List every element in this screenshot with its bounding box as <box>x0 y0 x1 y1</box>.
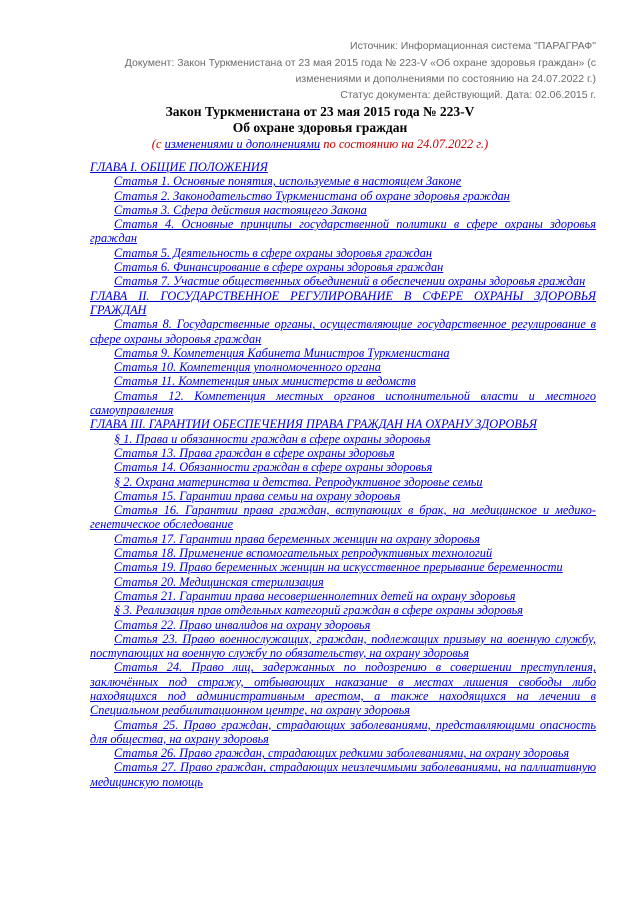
toc-article-link[interactable]: Статья 2. Законодательство Туркменистана об охране здоровья граждан <box>114 188 510 203</box>
law-subtitle: Об охране здоровья граждан <box>232 120 408 135</box>
document-line: Документ: Закон Туркменистана от 23 мая 2015 года № 223-V «Об охране здоровья граждан» (с изменениями и дополнениями по состоянию на 24.07.2022 г.) <box>124 57 596 85</box>
toc-chapter-link[interactable]: ГЛАВА I. ОБЩИЕ ПОЛОЖЕНИЯ <box>90 160 268 174</box>
revision-link[interactable]: изменениями и дополнениями <box>164 137 321 151</box>
revision-note <box>0 136 640 152</box>
toc-article-link[interactable]: Статья 12. Компетенция местных органов исполнительной власти и местного самоуправления <box>90 388 596 418</box>
toc-article-link[interactable]: Статья 9. Компетенция Кабинета Министров Туркменистана <box>114 345 450 360</box>
title-block <box>0 104 640 152</box>
revision-suffix: по состоянию на 24.07.2022 г.) <box>320 137 489 151</box>
status-line: Статус документа: действующий. Дата: 02.06.2015 г. <box>340 89 596 101</box>
toc-article-link[interactable]: Статья 18. Применение вспомогательных репродуктивных технологий <box>114 546 493 561</box>
toc-article-link[interactable]: Статья 21. Гарантии права несовершеннолетних детей на охрану здоровья <box>114 588 516 603</box>
toc-article-link[interactable]: Статья 24. Право лиц, задержанных по подозрению в совершении преступления, заключённых под стражу, отбывающих наказание в местах лишения свободы либо находящихся под административным арестом, а также находящихся на лечении в Специальном реабилитационном центре, на охрану здоровья <box>90 660 596 718</box>
toc-article-link[interactable]: Статья 5. Деятельность в сфере охраны здоровья граждан <box>114 245 432 260</box>
toc-article-link[interactable]: Статья 26. Право граждан, страдающих редкими заболеваниями, на охрану здоровья <box>114 746 570 761</box>
toc-article-link[interactable]: Статья 3. Сфера действия настоящего Закона <box>114 202 367 217</box>
source-line: Источник: Информационная система "ПАРАГРАФ" <box>350 40 596 52</box>
toc-article-link[interactable]: § 3. Реализация прав отдельных категорий граждан в сфере охраны здоровья <box>114 603 523 618</box>
toc-article-link[interactable]: Статья 13. Права граждан в сфере охраны здоровья <box>114 445 395 460</box>
toc-article-link[interactable]: Статья 8. Государственные органы, осуществляющие государственное регулирование в сфере охраны здоровья граждан <box>90 317 596 346</box>
toc-article-link[interactable]: Статья 22. Право инвалидов на охрану здоровья <box>114 617 371 632</box>
toc-chapter-link[interactable]: ГЛАВА III. ГАРАНТИИ ОБЕСПЕЧЕНИЯ ПРАВА ГРАЖДАН НА ОХРАНУ ЗДОРОВЬЯ <box>90 417 538 432</box>
toc-article-link[interactable]: Статья 20. Медицинская стерилизация <box>114 574 324 589</box>
toc-article-link[interactable]: Статья 17. Гарантии права беременных женщин на охрану здоровья <box>114 531 480 546</box>
toc-article-link[interactable]: Статья 27. Право граждан, страдающих неизлечимыми заболеваниями, на паллиативную медицинскую помощь <box>90 760 596 789</box>
toc-article-link[interactable]: Статья 11. Компетенция иных министерств и ведомств <box>114 374 416 389</box>
toc-article-link[interactable]: Статья 1. Основные понятия, используемые в настоящем Законе <box>114 174 462 189</box>
toc-article-link[interactable]: Статья 4. Основные принципы государственной политики в сфере охраны здоровья граждан <box>90 217 596 246</box>
toc-article-link[interactable]: Статья 19. Право беременных женщин на искусственное прерывание беременности <box>114 560 563 575</box>
toc-article-link[interactable]: § 2. Охрана материнства и детства. Репродуктивное здоровье семьи <box>114 474 483 489</box>
toc-article-link[interactable]: Статья 6. Финансирование в сфере охраны здоровья граждан <box>114 260 444 275</box>
toc-article-link[interactable]: Статья 7. Участие общественных объединений в обеспечении охраны здоровья граждан <box>114 274 586 289</box>
toc-article-link[interactable]: Статья 14. Обязанности граждан в сфере охраны здоровья <box>114 460 433 475</box>
toc-article-link[interactable]: Статья 10. Компетенция уполномоченного органа <box>114 360 381 375</box>
toc-article-link[interactable]: Статья 16. Гарантии права граждан, вступающих в брак, на медицинское и медико-генетическое обследование <box>90 503 596 532</box>
toc-article-link[interactable]: § 1. Права и обязанности граждан в сфере охраны здоровья <box>114 431 431 446</box>
toc-chapter-link[interactable]: ГЛАВА II. ГОСУДАРСТВЕННОЕ РЕГУЛИРОВАНИЕ В СФЕРЕ ОХРАНЫ ЗДОРОВЬЯ ГРАЖДАН <box>90 288 596 317</box>
toc-article-link[interactable]: Статья 15. Гарантии права семьи на охрану здоровья <box>114 488 401 503</box>
toc-article-link[interactable]: Статья 23. Право военнослужащих, граждан, подлежащих призыву на военную службу, поступающих на военную службу по обязательству, на охрану здоровья <box>90 631 596 661</box>
law-title: Закон Туркменистана от 23 мая 2015 года № 223-V <box>165 104 475 119</box>
toc-article-link[interactable]: Статья 25. Право граждан, страдающих заболеваниями, представляющими опасность для общества, на охрану здоровья <box>90 717 596 746</box>
table-of-contents <box>90 160 596 789</box>
revision-prefix: (с <box>151 137 165 151</box>
